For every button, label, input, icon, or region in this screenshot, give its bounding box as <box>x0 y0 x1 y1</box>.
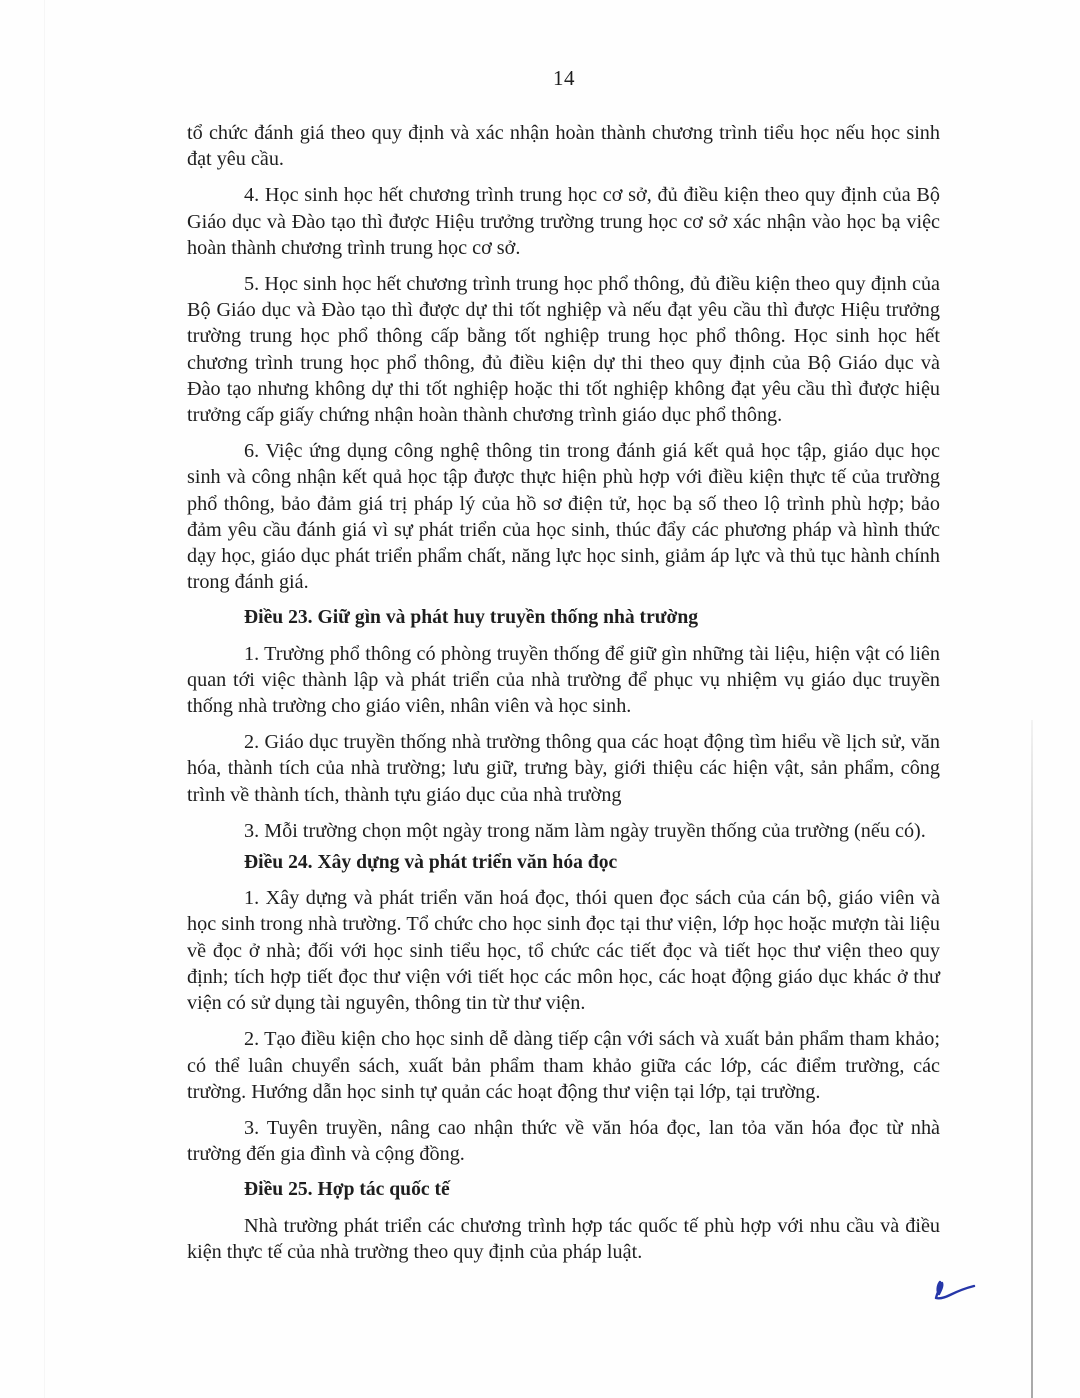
paragraph-item-4: 4. Học sinh học hết chương trình trung học cơ sở, đủ điều kiện theo quy định của Bộ Giáo dục và Đào tạo thì được Hiệu trưởng trường trung học cơ sở xác nhận vào học bạ việc hoàn thành chương trình trung học cơ sở. <box>187 184 940 259</box>
paragraph-item-6: 6. Việc ứng dụng công nghệ thông tin trong đánh giá kết quả học tập, giáo dục học sinh và công nhận kết quả học tập được thực hiện phù hợp với điều kiện thực tế của trường phổ thông, bảo đảm giá trị pháp lý của hồ sơ điện tử, học bạ số theo lộ trình phù hợp; bảo đảm yêu cầu đánh giá vì sự phát triển của học sinh, thúc đẩy các phương pháp và hình thức dạy học, giáo dục phát triển phẩm chất, năng lực học sinh, giảm áp lực và thủ tục hành chính trong đánh giá. <box>187 440 940 594</box>
article-24-heading: Điều 24. Xây dựng và phát triển văn hóa đọc <box>244 852 618 874</box>
signature-initial-icon <box>934 1278 978 1304</box>
article-25-heading: Điều 25. Hợp tác quốc tế <box>244 1179 450 1201</box>
document-body <box>187 120 940 1275</box>
paragraph-continuation: tổ chức đánh giá theo quy định và xác nhận hoàn thành chương trình tiểu học nếu học sinh đạt yêu cầu. <box>187 122 940 171</box>
paragraph-item-5: 5. Học sinh học hết chương trình trung học phổ thông, đủ điều kiện theo quy định của Bộ Giáo dục và Đào tạo thì được dự thi tốt nghiệp và nếu đạt yêu cầu thì được Hiệu trưởng trường trung học phổ thông cấp bằng tốt nghiệp trung học phổ thông. Học sinh học hết chương trình trung học phổ thông, đủ điều kiện dự thi theo quy định của Bộ Giáo dục và Đào tạo nhưng không dự thi tốt nghiệp hoặc thi tốt nghiệp không đạt yêu cầu thì được hiệu trưởng cấp giấy chứng nhận hoàn thành chương trình giáo dục phổ thông. <box>187 273 940 427</box>
article-24-item-3: 3. Tuyên truyền, nâng cao nhận thức về văn hóa đọc, lan tỏa văn hóa đọc từ nhà trường đến gia đình và cộng đồng. <box>187 1116 940 1166</box>
scan-edge-right-line <box>1031 720 1033 1398</box>
article-25-body: Nhà trường phát triển các chương trình hợp tác quốc tế phù hợp với nhu cầu và điều kiện thực tế của nhà trường theo quy định của pháp luật. <box>187 1214 940 1263</box>
scan-edge-left <box>44 0 45 1398</box>
article-23-heading: Điều 23. Giữ gìn và phát huy truyền thống nhà trường <box>244 607 699 629</box>
article-23-item-3: 3. Mỗi trường chọn một ngày trong năm làm ngày truyền thống của trường (nếu có). <box>244 819 926 842</box>
article-23-item-2: 2. Giáo dục truyền thống nhà trường thông qua các hoạt động tìm hiểu về lịch sử, văn hóa, thành tích của nhà trường; lưu giữ, trưng bày, giới thiệu các hiện vật, sản phẩm, công trình về thành tích, thành tựu giáo dục của nhà trường <box>187 731 940 806</box>
article-23-item-1: 1. Trường phổ thông có phòng truyền thống để giữ gìn những tài liệu, hiện vật có liên quan tới việc thành lập và phát triển của nhà trường để phục vụ nhiệm vụ giáo dục truyền thống nhà trường cho giáo viên, nhân viên và học sinh. <box>187 642 940 718</box>
page-number: 14 <box>553 66 575 90</box>
article-24-item-2: 2. Tạo điều kiện cho học sinh dễ dàng tiếp cận với sách và xuất bản phẩm tham khảo; có thể luân chuyển sách, xuất bản phẩm tham khảo giữa các lớp, các điểm trường, các trường. Hướng dẫn học sinh tự quản các hoạt động thư viện tại lớp, tại trường. <box>187 1028 940 1103</box>
article-24-item-1: 1. Xây dựng và phát triển văn hoá đọc, thói quen đọc sách của cán bộ, giáo viên và học sinh trong nhà trường. Tổ chức cho học sinh đọc tại thư viện, lớp học hoặc mượn tài liệu về đọc ở nhà; đối với học sinh tiểu học, tổ chức các tiết đọc và tiết học thư viện theo quy định; tích hợp tiết đọc thư viện với tiết học các môn học, các hoạt động giáo dục khác ở thư viện có sử dụng tài nguyên, thông tin từ thư viện. <box>187 887 940 1015</box>
